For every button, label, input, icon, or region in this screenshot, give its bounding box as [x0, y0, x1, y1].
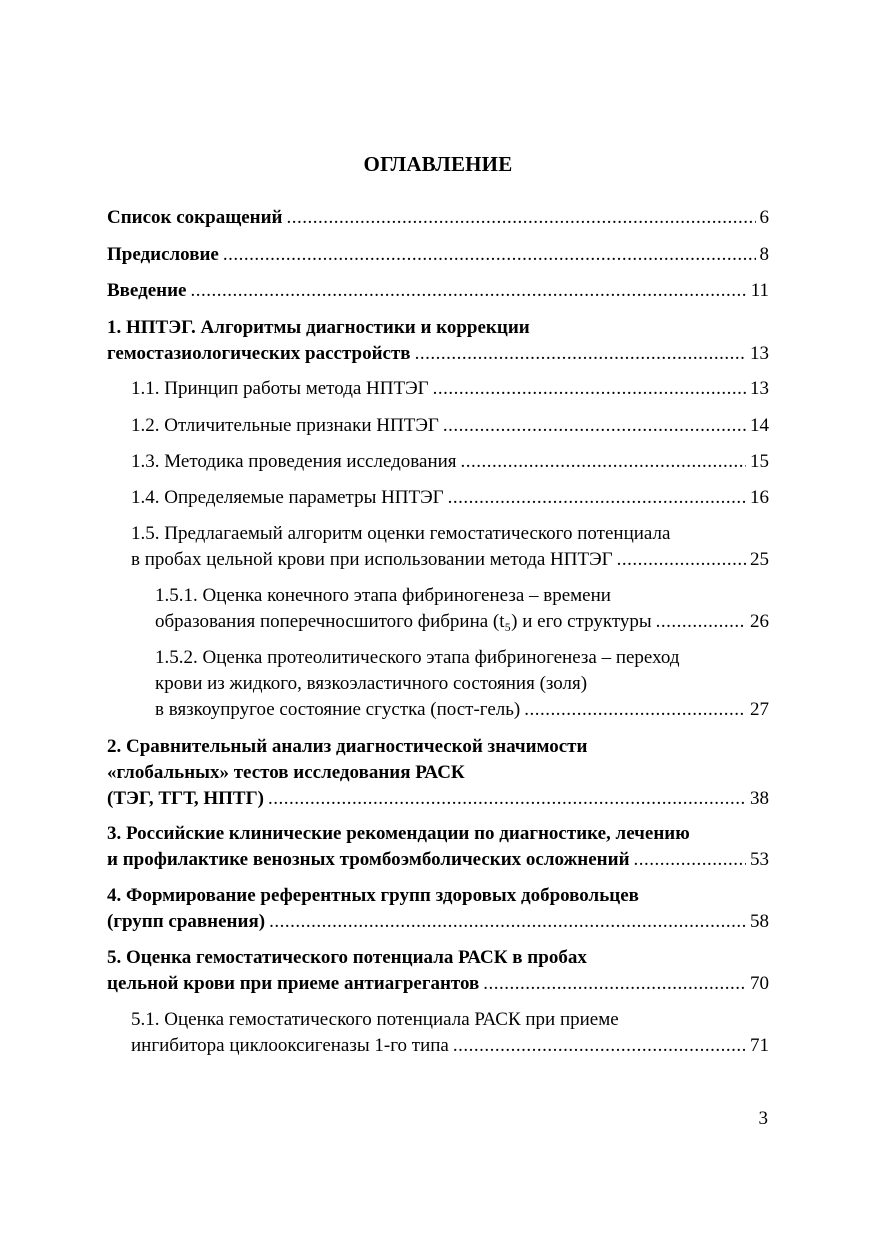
leader-dots — [617, 547, 746, 573]
leader-dots — [223, 242, 756, 268]
toc-entry-1-5-2[interactable]: 1.5.2. Оценка протеолитического этапа фибриногенеза – переход крови из жидкого, вязкоэластичного состояния (золя) в вязкоупругое состояние сгустка (пост-гель) ..... 27 — [155, 645, 769, 723]
leader-dots — [268, 786, 746, 812]
toc-entry-1-1[interactable]: 1.1. Принцип работы метода НПТЭГ ..... 13 — [131, 376, 769, 402]
toc-page-number: 26 — [750, 611, 769, 632]
leader-dots — [287, 205, 756, 231]
toc-page-number: 53 — [750, 849, 769, 870]
leader-dots — [524, 697, 746, 723]
toc-entry-1-5[interactable]: 1.5. Предлагаемый алгоритм оценки гемостатического потенциала в пробах цельной крови при использовании метода НПТЭГ ..... 25 — [131, 521, 769, 573]
toc-entry-chapter-3[interactable]: 3. Российские клинические рекомендации по диагностике, лечению и профилактике венозных тромбоэмболических осложнений ..... 53 — [107, 821, 769, 873]
leader-dots — [461, 449, 746, 475]
leader-dots — [634, 847, 746, 873]
leader-dots — [448, 485, 746, 511]
toc-page-number: 6 — [759, 207, 769, 228]
leader-dots — [443, 413, 746, 439]
leader-dots — [483, 971, 746, 997]
leader-dots — [433, 376, 746, 402]
toc-entry-5-1[interactable]: 5.1. Оценка гемостатического потенциала РАСК при приеме ингибитора циклооксигеназы 1-го типа ..... 71 — [131, 1007, 769, 1059]
toc-page-number: 70 — [750, 973, 769, 994]
toc-entry-preface[interactable]: Предисловие ..... 8 — [107, 242, 769, 268]
page-title: ОГЛАВЛЕНИЕ — [363, 152, 513, 176]
toc-page-number: 13 — [750, 343, 769, 364]
page-number: 3 — [758, 1108, 768, 1129]
toc-page-number: 11 — [750, 280, 769, 301]
toc-page-number: 58 — [750, 911, 769, 932]
toc-page-number: 25 — [750, 549, 769, 570]
toc-page-number: 27 — [750, 699, 769, 720]
toc-entry-abbreviations[interactable]: Список сокращений ..... 6 — [107, 205, 769, 231]
leader-dots — [415, 341, 746, 367]
toc-entry-chapter-5[interactable]: 5. Оценка гемостатического потенциала РАСК в пробах цельной крови при приеме антиагрегантов ..... 70 — [107, 945, 769, 997]
toc-page-number: 38 — [750, 788, 769, 809]
leader-dots — [191, 278, 747, 304]
toc-page-number: 14 — [750, 415, 769, 436]
toc-entry-1-4[interactable]: 1.4. Определяемые параметры НПТЭГ ..... 16 — [131, 485, 769, 511]
toc-entry-1-2[interactable]: 1.2. Отличительные признаки НПТЭГ ..... 14 — [131, 413, 769, 439]
toc-entry-chapter-1[interactable]: 1. НПТЭГ. Алгоритмы диагностики и коррекции гемостазиологических расстройств ..... 13 — [107, 315, 769, 367]
toc-page-number: 13 — [750, 378, 769, 399]
toc-entry-introduction[interactable]: Введение ..... 11 — [107, 278, 769, 304]
leader-dots — [269, 909, 746, 935]
toc-page-number: 71 — [750, 1035, 769, 1056]
toc-page-number: 15 — [750, 451, 769, 472]
toc-entry-chapter-4[interactable]: 4. Формирование референтных групп здоровых добровольцев (групп сравнения) ..... 58 — [107, 883, 769, 935]
toc-page-number: 8 — [759, 244, 769, 265]
toc-page-number: 16 — [750, 487, 769, 508]
toc-entry-1-5-1[interactable]: 1.5.1. Оценка конечного этапа фибриногенеза – времени образования поперечносшитого фибрина (t₅) и его структуры ..... 26 — [155, 583, 769, 635]
leader-dots — [453, 1033, 746, 1059]
leader-dots — [656, 609, 746, 635]
toc-entry-chapter-2[interactable]: 2. Сравнительный анализ диагностической значимости «глобальных» тестов исследования РАСК (ТЭГ, ТГТ, НПТГ) ..... 38 — [107, 734, 769, 812]
toc-entry-1-3[interactable]: 1.3. Методика проведения исследования ..... 15 — [131, 449, 769, 475]
